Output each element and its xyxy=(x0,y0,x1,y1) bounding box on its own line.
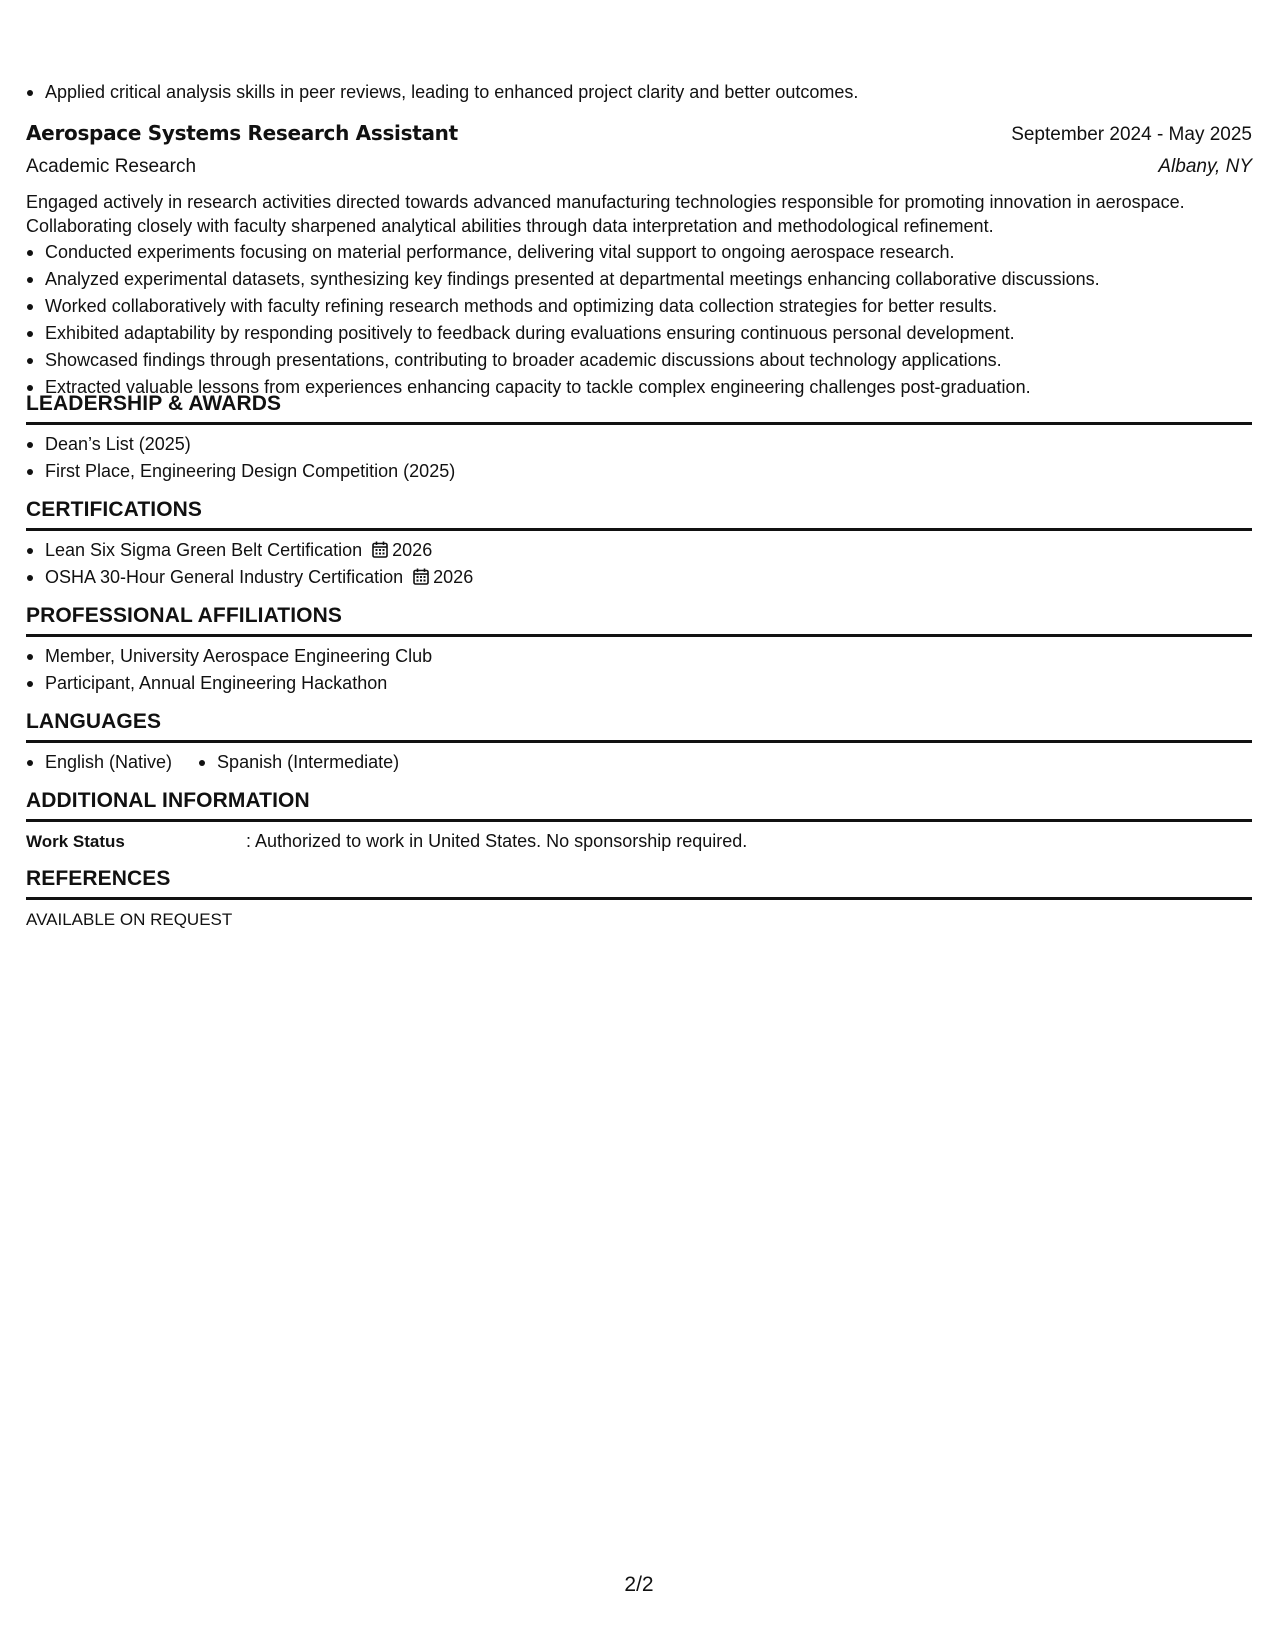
job-summary: Engaged actively in research activities directed towards advanced manufacturing technologies responsible for promoting innovation in aerospace. Collaborating closely with faculty sharpened analytical abilities through data interpretation and methodological refinement. xyxy=(26,192,1185,236)
references-section xyxy=(26,864,1252,933)
work-status-label: Work Status xyxy=(26,832,125,851)
list-item: Applied critical analysis skills in peer reviews, leading to enhanced project clarity and better outcomes. xyxy=(26,79,858,106)
references-text: AVAILABLE ON REQUEST xyxy=(26,910,233,929)
section-title: ADDITIONAL INFORMATION xyxy=(26,786,1252,822)
job-entry xyxy=(26,117,1252,401)
job-title: Aerospace Systems Research Assistant xyxy=(26,121,458,145)
list-item: Member, University Aerospace Engineering Club xyxy=(26,643,1252,670)
list-item: Participant, Annual Engineering Hackathon xyxy=(26,670,1252,697)
affiliations-list xyxy=(26,643,1252,697)
previous-job-bullets xyxy=(26,79,858,106)
list-item: English (Native) xyxy=(26,749,172,776)
list-item: Conducted experiments focusing on material performance, delivering vital support to ongoing aerospace research. xyxy=(26,239,1252,266)
list-item: First Place, Engineering Design Competition (2025) xyxy=(26,458,1252,485)
languages-section xyxy=(26,707,1252,776)
certification-year: 2026 xyxy=(392,540,433,560)
section-title: LEADERSHIP & AWARDS xyxy=(26,389,1252,425)
job-dates: September 2024 - May 2025 xyxy=(1011,124,1252,145)
resume-page xyxy=(26,0,1252,1650)
certifications-list xyxy=(26,537,1252,591)
job-organization: Academic Research xyxy=(26,156,197,177)
leadership-list xyxy=(26,431,1252,485)
list-item: Exhibited adaptability by responding positively to feedback during evaluations ensuring continuous personal development. xyxy=(26,320,1252,347)
section-title: CERTIFICATIONS xyxy=(26,495,1252,531)
certification-name: OSHA 30-Hour General Industry Certification xyxy=(45,567,404,587)
certification-name: Lean Six Sigma Green Belt Certification xyxy=(45,540,363,560)
list-item: Showcased findings through presentations, contributing to broader academic discussions about technology applications. xyxy=(26,347,1252,374)
list-item: Worked collaboratively with faculty refining research methods and optimizing data collection strategies for better results. xyxy=(26,293,1252,320)
job-bullets xyxy=(26,239,1252,401)
list-item xyxy=(26,537,1252,564)
work-status-value: : Authorized to work in United States. No sponsorship required. xyxy=(246,831,748,851)
calendar-icon xyxy=(372,541,388,558)
list-item xyxy=(26,564,1252,591)
languages-list xyxy=(26,749,1252,776)
job-subheader xyxy=(26,151,1252,183)
list-item: Dean’s List (2025) xyxy=(26,431,1252,458)
certifications-section xyxy=(26,495,1252,591)
section-title: LANGUAGES xyxy=(26,707,1252,743)
section-title: PROFESSIONAL AFFILIATIONS xyxy=(26,601,1252,637)
list-item: Spanish (Intermediate) xyxy=(198,749,399,776)
calendar-icon xyxy=(413,568,429,585)
list-item: Analyzed experimental datasets, synthesizing key findings presented at departmental meetings enhancing collaborative discussions. xyxy=(26,266,1252,293)
job-header xyxy=(26,117,1252,151)
page-number: 2/2 xyxy=(624,1573,654,1596)
affiliations-section xyxy=(26,601,1252,697)
certification-year: 2026 xyxy=(433,567,474,587)
list-item: Extracted valuable lessons from experiences enhancing capacity to tackle complex engineering challenges post-graduation. xyxy=(26,374,1252,401)
leadership-section xyxy=(26,389,1252,485)
job-location: Albany, NY xyxy=(1158,156,1252,177)
work-status-row xyxy=(26,828,1252,855)
section-title: REFERENCES xyxy=(26,864,1252,900)
additional-info-section xyxy=(26,786,1252,855)
